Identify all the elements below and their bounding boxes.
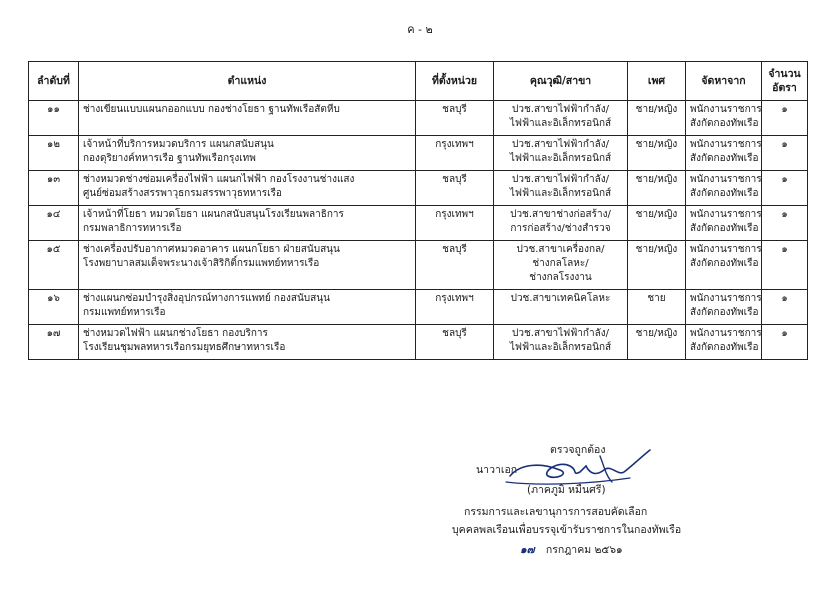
qualification-cell-line: การก่อสร้าง/ช่างสำรวจ: [510, 223, 611, 234]
source-cell-line: พนักงานราชการ: [690, 139, 762, 150]
row-number: ๑๕: [29, 241, 79, 290]
location-cell: กรุงเทพฯ: [416, 290, 494, 325]
qualification-cell-line: ปวช.สาขาเทคนิคโลหะ: [510, 293, 611, 304]
row-number: ๑๑: [29, 101, 79, 136]
source-cell: [686, 290, 762, 325]
count-cell: ๑: [762, 325, 808, 360]
table-row: [29, 171, 808, 206]
header-qualification: คุณวุฒิ/สาขา: [494, 62, 628, 101]
table-row: [29, 206, 808, 241]
position-cell: [79, 101, 416, 136]
source-cell-line: พนักงานราชการ: [690, 244, 762, 255]
count-cell: ๑: [762, 206, 808, 241]
position-cell-line: เจ้าหน้าที่บริการหมวดบริการ แผนกสนับสนุน: [83, 139, 274, 150]
source-cell: [686, 171, 762, 206]
position-cell-line: ช่างเครื่องปรับอากาศหมวดอาคาร แผนกโยธา ฝ่ายสนับสนุน: [83, 244, 340, 255]
position-cell-line: กรมแพทย์ทหารเรือ: [83, 307, 166, 318]
position-cell: [79, 290, 416, 325]
sex-cell: ชาย/หญิง: [628, 101, 686, 136]
position-cell-line: กองดุริยางค์ทหารเรือ ฐานทัพเรือกรุงเทพ: [83, 153, 256, 164]
position-cell-line: โรงพยาบาลสมเด็จพระนางเจ้าสิริกิติ์กรมแพทย์ทหารเรือ: [83, 258, 320, 269]
qualification-cell-line: ช่างกลโรงงาน: [529, 272, 592, 283]
row-number: ๑๖: [29, 290, 79, 325]
sign-date: [520, 542, 623, 558]
table-row: [29, 241, 808, 290]
header-no: ลำดับที่: [29, 62, 79, 101]
position-cell-line: ช่างเขียนแบบแผนกออกแบบ กองช่างโยธา ฐานทัพเรือสัตหีบ: [83, 104, 340, 115]
sex-cell: ชาย/หญิง: [628, 325, 686, 360]
header-count-line: อัตรา: [772, 82, 797, 94]
qualification-cell: [494, 171, 628, 206]
position-cell-line: ศูนย์ซ่อมสร้างสรรพาวุธกรมสรรพาวุธทหารเรือ: [83, 188, 282, 199]
signer-role-line2: บุคคลพลเรือนเพื่อบรรจุเข้ารับราชการในกองทัพเรือ: [452, 524, 682, 536]
position-cell-line: กรมพลาธิการทหารเรือ: [83, 223, 182, 234]
positions-table: [28, 61, 808, 360]
position-cell-line: ช่างแผนกซ่อมบำรุงสิ่งอุปกรณ์ทางการแพทย์ กองสนับสนุน: [83, 293, 330, 304]
position-cell-line: เจ้าหน้าที่โยธา หมวดโยธา แผนกสนับสนุนโรงเรียนพลาธิการ: [83, 209, 344, 220]
verified-label: ตรวจถูกต้อง: [550, 444, 606, 456]
qualification-cell-line: ปวช.สาขาไฟฟ้ากำลัง/: [512, 328, 609, 339]
source-cell-line: พนักงานราชการ: [690, 209, 762, 220]
qualification-cell: [494, 136, 628, 171]
source-cell-line: สังกัดกองทัพเรือ: [690, 307, 759, 318]
count-cell: ๑: [762, 241, 808, 290]
source-cell: [686, 101, 762, 136]
count-cell: ๑: [762, 171, 808, 206]
table-row: [29, 325, 808, 360]
source-cell: [686, 325, 762, 360]
qualification-cell: [494, 241, 628, 290]
row-number: ๑๓: [29, 171, 79, 206]
position-cell-line: ช่างหมวดช่างซ่อมเครื่องไฟฟ้า แผนกไฟฟ้า กองโรงงานช่างแสง: [83, 174, 355, 185]
source-cell-line: สังกัดกองทัพเรือ: [690, 258, 759, 269]
sex-cell: ชาย/หญิง: [628, 206, 686, 241]
qualification-cell-line: ไฟฟ้าและอิเล็กทรอนิกส์: [509, 118, 612, 129]
qualification-cell: [494, 325, 628, 360]
header-source: จัดหาจาก: [686, 62, 762, 101]
header-position: ตำแหน่ง: [79, 62, 416, 101]
sex-cell: ชาย: [628, 290, 686, 325]
source-cell: [686, 241, 762, 290]
qualification-cell: [494, 206, 628, 241]
page-number: ค - ๒: [407, 23, 433, 36]
qualification-cell-line: ปวช.สาขาไฟฟ้ากำลัง/: [512, 139, 609, 150]
location-cell: กรุงเทพฯ: [416, 136, 494, 171]
table-row: [29, 136, 808, 171]
source-cell-line: สังกัดกองทัพเรือ: [690, 153, 759, 164]
source-cell-line: พนักงานราชการ: [690, 328, 762, 339]
qualification-cell: [494, 290, 628, 325]
signer-role-line1: กรรมการและเลขานุการการสอบคัดเลือก: [464, 506, 648, 518]
table-header-row: [29, 62, 808, 101]
location-cell: ชลบุรี: [416, 171, 494, 206]
header-count: [762, 62, 808, 101]
qualification-cell-line: ปวช.สาขาช่างก่อสร้าง/: [510, 209, 611, 220]
position-cell: [79, 206, 416, 241]
source-cell: [686, 206, 762, 241]
location-cell: กรุงเทพฯ: [416, 206, 494, 241]
count-cell: ๑: [762, 101, 808, 136]
count-cell: ๑: [762, 136, 808, 171]
source-cell: [686, 136, 762, 171]
qualification-cell-line: ไฟฟ้าและอิเล็กทรอนิกส์: [509, 153, 612, 164]
source-cell-line: สังกัดกองทัพเรือ: [690, 223, 759, 234]
source-cell-line: สังกัดกองทัพเรือ: [690, 342, 759, 353]
rank-label: นาวาเอก: [476, 464, 518, 476]
source-cell-line: สังกัดกองทัพเรือ: [690, 188, 759, 199]
position-cell-line: ช่างหมวดไฟฟ้า แผนกช่างโยธา กองบริการ: [83, 328, 268, 339]
header-sex: เพศ: [628, 62, 686, 101]
qualification-cell-line: ไฟฟ้าและอิเล็กทรอนิกส์: [509, 188, 612, 199]
header-count-line: จำนวน: [768, 68, 801, 80]
header-location: ที่ตั้งหน่วย: [416, 62, 494, 101]
position-cell: [79, 241, 416, 290]
count-cell: ๑: [762, 290, 808, 325]
row-number: ๑๒: [29, 136, 79, 171]
source-cell-line: พนักงานราชการ: [690, 293, 762, 304]
qualification-cell-line: ปวช.สาขาเครื่องกล/: [516, 244, 605, 255]
qualification-cell-line: ปวช.สาขาไฟฟ้ากำลัง/: [512, 174, 609, 185]
row-number: ๑๗: [29, 325, 79, 360]
sex-cell: ชาย/หญิง: [628, 136, 686, 171]
row-number: ๑๔: [29, 206, 79, 241]
source-cell-line: สังกัดกองทัพเรือ: [690, 118, 759, 129]
table-row: [29, 101, 808, 136]
location-cell: ชลบุรี: [416, 101, 494, 136]
signer-name: (ภาคภูมิ หมื่นศรี): [527, 484, 606, 496]
position-cell: [79, 325, 416, 360]
location-cell: ชลบุรี: [416, 325, 494, 360]
sign-date-month-year: กรกฎาคม ๒๕๖๑: [545, 544, 623, 556]
position-cell-line: โรงเรียนชุมพลทหารเรือกรมยุทธศึกษาทหารเรือ: [83, 342, 286, 353]
position-cell: [79, 136, 416, 171]
position-cell: [79, 171, 416, 206]
source-cell-line: พนักงานราชการ: [690, 104, 762, 115]
sex-cell: ชาย/หญิง: [628, 171, 686, 206]
sex-cell: ชาย/หญิง: [628, 241, 686, 290]
qualification-cell-line: ช่างกลโลหะ/: [532, 258, 589, 269]
qualification-cell-line: ปวช.สาขาไฟฟ้ากำลัง/: [512, 104, 609, 115]
qualification-cell-line: ไฟฟ้าและอิเล็กทรอนิกส์: [509, 342, 612, 353]
sign-date-day: ๑๗: [520, 544, 535, 556]
source-cell-line: พนักงานราชการ: [690, 174, 762, 185]
location-cell: ชลบุรี: [416, 241, 494, 290]
table-row: [29, 290, 808, 325]
qualification-cell: [494, 101, 628, 136]
